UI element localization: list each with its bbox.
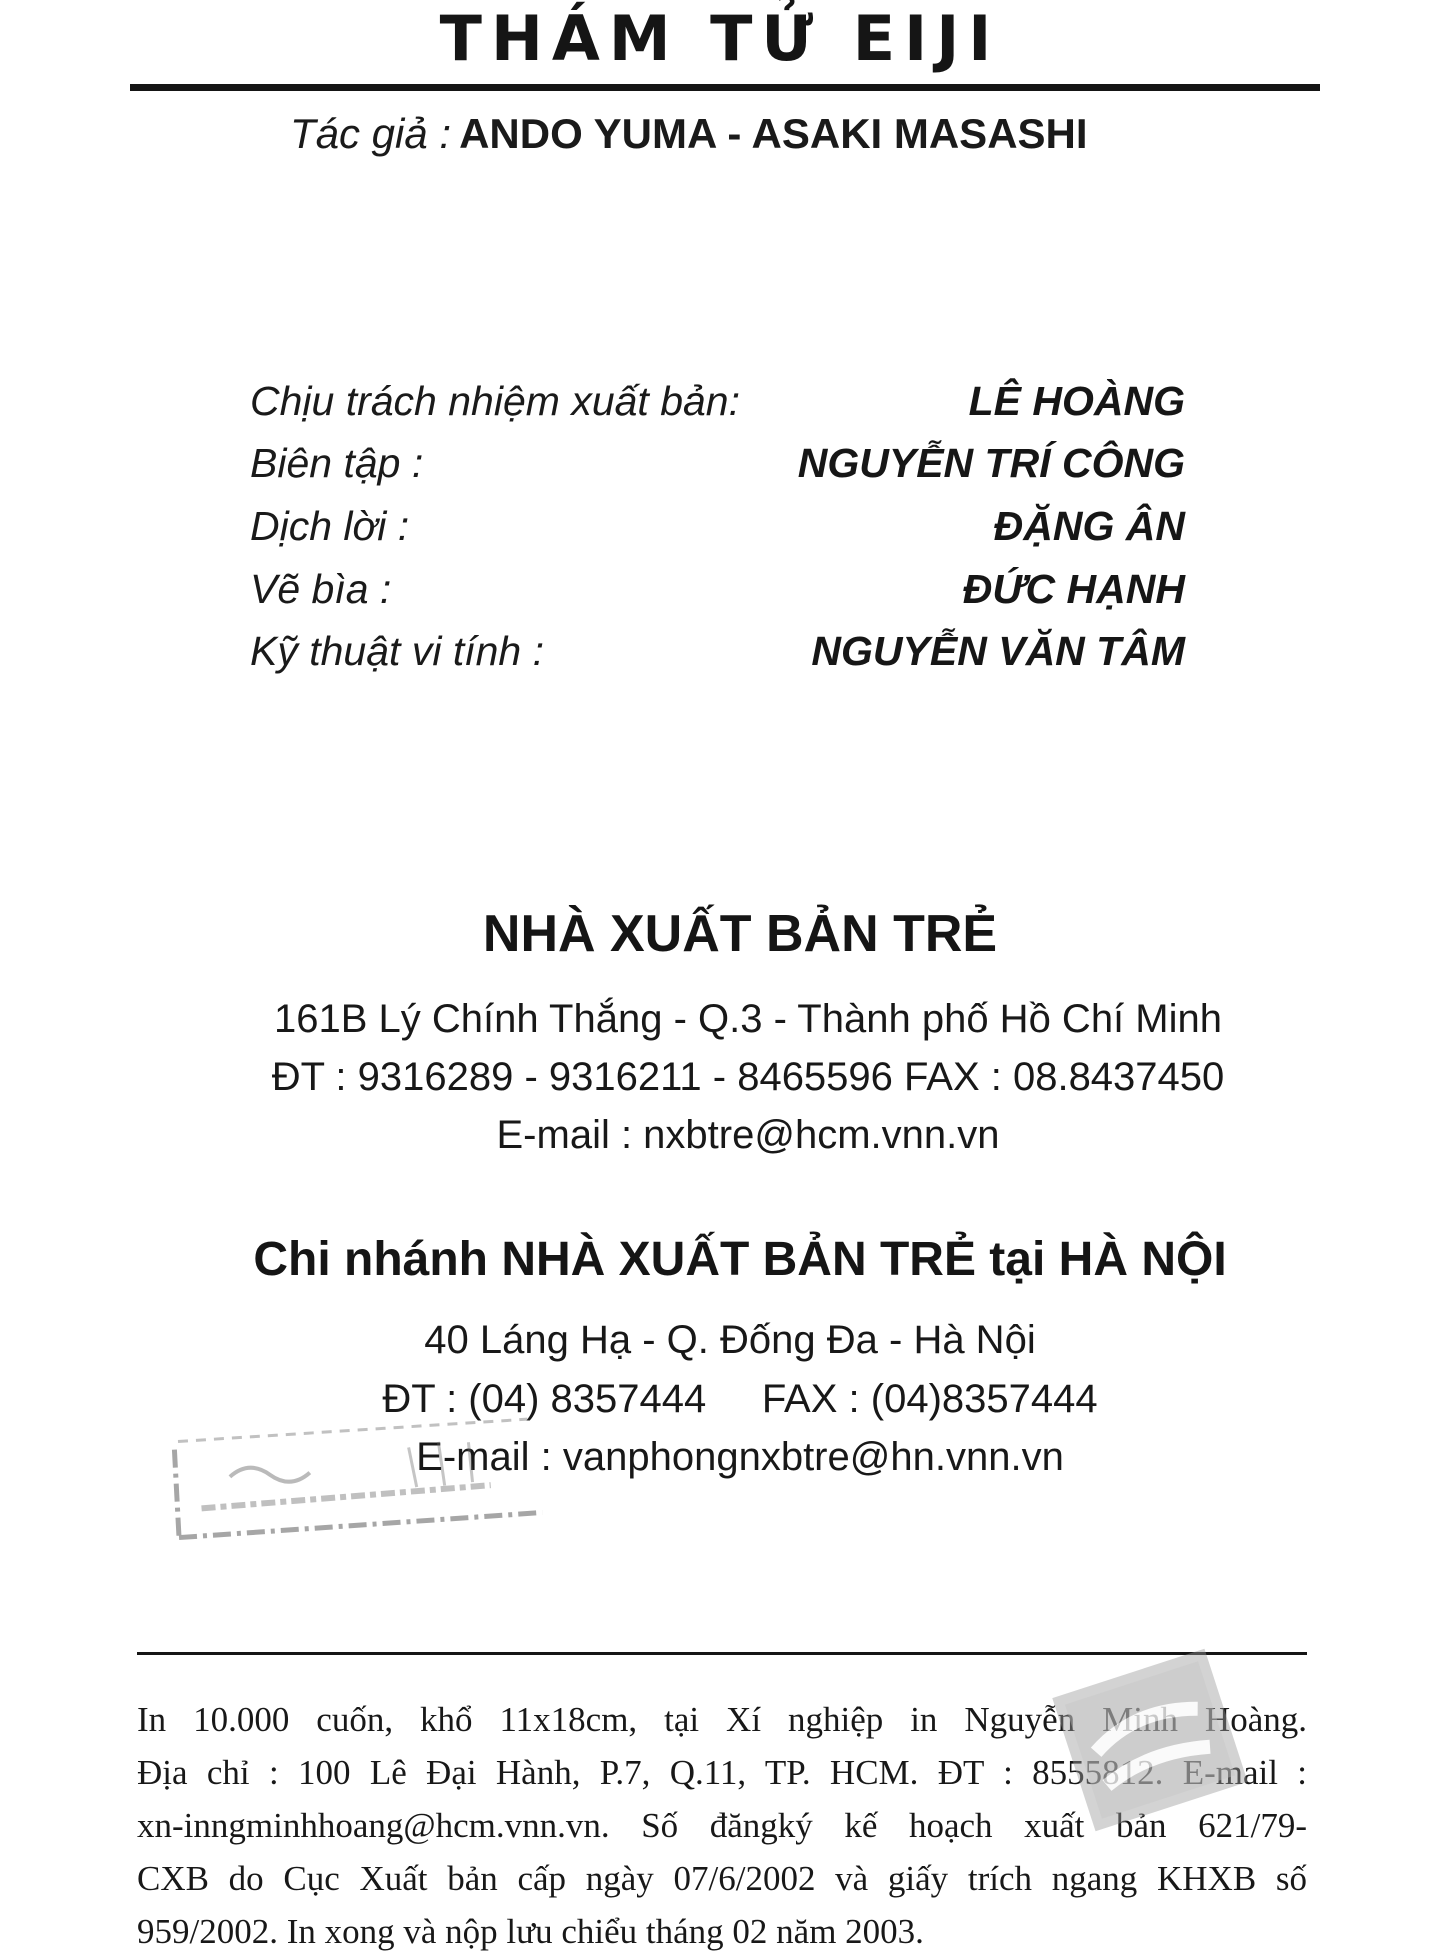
credit-label-translator: Dịch lời : xyxy=(250,503,410,549)
imprint-line: Địa chỉ : 100 Lê Đại Hành, P.7, Q.11, TP. HCM. ĐT : 8555812. E-mail : xyxy=(137,1753,1307,1792)
book-title: THÁM TỬ EIJI xyxy=(439,2,1001,75)
author-line xyxy=(290,110,1088,158)
publisher-name: NHÀ XUẤT BẢN TRẺ xyxy=(482,905,998,963)
credit-value-editor: NGUYỄN TRÍ CÔNG xyxy=(797,440,1185,486)
publisher-address: 161B Lý Chính Thắng - Q.3 - Thành phố Hồ Chí Minh xyxy=(274,997,1222,1041)
author-label: Tác giả : xyxy=(290,110,452,157)
branch-phone: ĐT : (04) 8357444 FAX : (04)8357444 xyxy=(382,1377,1098,1421)
author-names: ANDO YUMA - ASAKI MASASHI xyxy=(459,110,1088,157)
credit-label-editor: Biên tập : xyxy=(250,440,424,486)
credit-label-publishing-responsibility: Chịu trách nhiệm xuất bản: xyxy=(250,378,740,424)
watermark-logo xyxy=(1040,1640,1260,1840)
imprint-line: CXB do Cục Xuất bản cấp ngày 07/6/2002 và giấy trích ngang KHXB số xyxy=(137,1859,1307,1898)
credit-value-publishing-responsibility: LÊ HOÀNG xyxy=(968,378,1185,424)
branch-address: 40 Láng Hạ - Q. Đống Đa - Hà Nội xyxy=(424,1318,1036,1362)
credit-value-translator: ĐẶNG ÂN xyxy=(993,503,1185,549)
credit-value-typesetting: NGUYỄN VĂN TÂM xyxy=(811,628,1185,674)
credit-value-cover-artist: ĐỨC HẠNH xyxy=(962,566,1185,612)
imprint-line: In 10.000 cuốn, khổ 11x18cm, tại Xí nghiệp in Nguyễn Minh Hoàng. xyxy=(137,1700,1307,1739)
title-divider xyxy=(130,84,1320,91)
faded-stamp xyxy=(167,1400,553,1550)
imprint-line: xn-inngminhhoang@hcm.vnn.vn. Số đăngký kế hoạch xuất bản 621/79- xyxy=(137,1806,1307,1845)
credit-label-cover-artist: Vẽ bìa : xyxy=(250,566,392,612)
branch-name: Chi nhánh NHÀ XUẤT BẢN TRẺ tại HÀ NỘI xyxy=(253,1233,1227,1286)
imprint-line: 959/2002. In xong và nộp lưu chiểu tháng 02 năm 2003. xyxy=(137,1912,924,1951)
publisher-email: E-mail : nxbtre@hcm.vnn.vn xyxy=(496,1113,1000,1157)
publisher-phone: ĐT : 9316289 - 9316211 - 8465596 FAX : 08.8437450 xyxy=(271,1055,1225,1099)
branch-email: E-mail : vanphongnxbtre@hn.vnn.vn xyxy=(416,1435,1064,1479)
credit-label-typesetting: Kỹ thuật vi tính : xyxy=(250,628,544,674)
